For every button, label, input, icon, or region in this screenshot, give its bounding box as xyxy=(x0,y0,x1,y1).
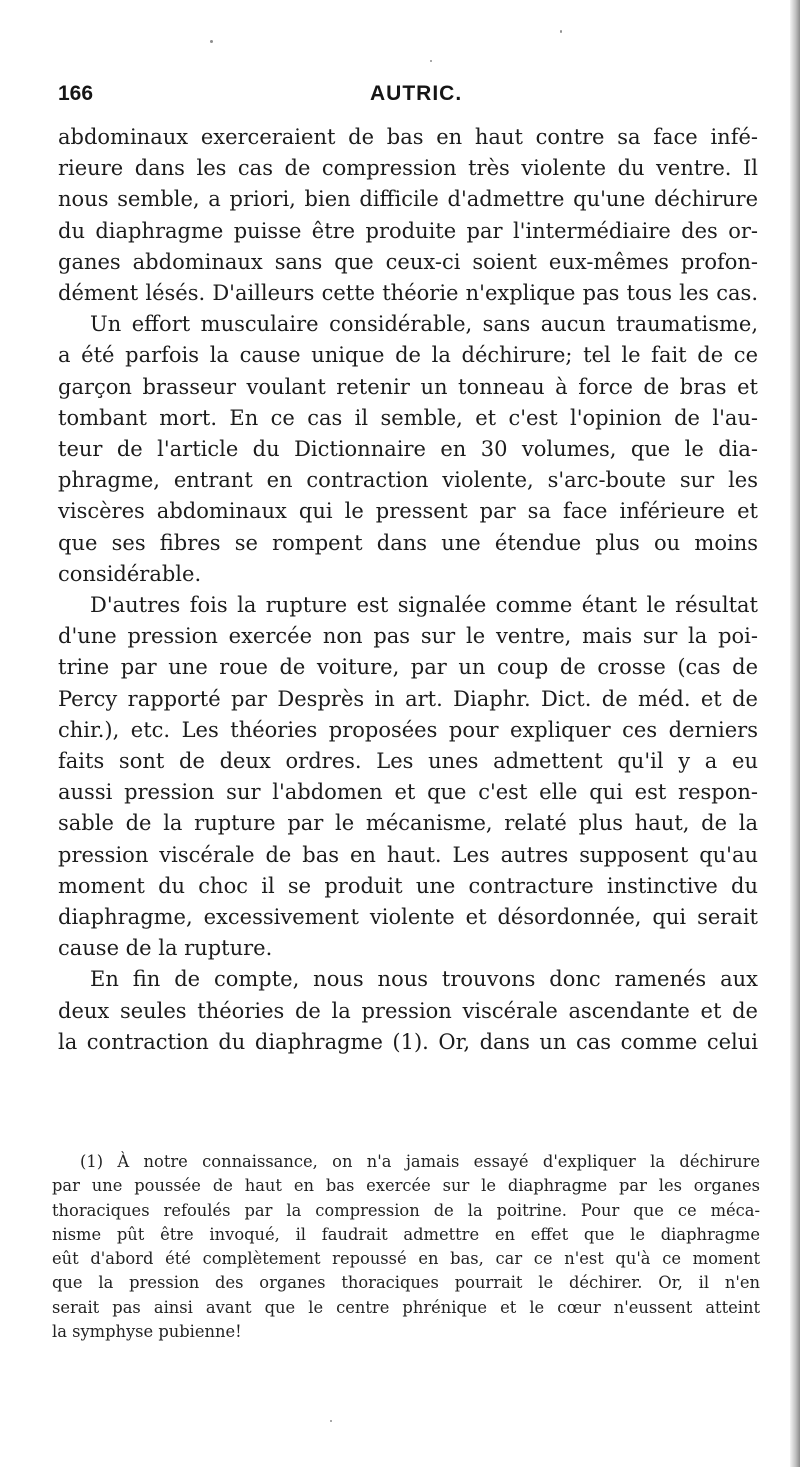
text-line: cause de la rupture. xyxy=(58,936,273,961)
page-edge-shadow xyxy=(790,0,800,1467)
footnote-line: nisme pût être invoqué, il faudrait admettre en effet que le diaphragme xyxy=(52,1224,760,1244)
text-line: sable de la rupture par le mécanisme, relaté plus haut, de la xyxy=(58,811,758,836)
text-line: phragme, entrant en contraction violente, s'arc-boute sur les xyxy=(58,468,758,493)
text-line: que ses fibres se rompent dans une étendue plus ou moins xyxy=(58,530,758,555)
page-header xyxy=(58,82,758,114)
body-text xyxy=(58,122,758,1058)
footnote-line: par une poussée de haut en bas exercée sur le diaphragme par les organes xyxy=(52,1176,760,1196)
text-line: abdominaux exerceraient de bas en haut contre sa face infé- xyxy=(58,125,758,149)
text-line: faits sont de deux ordres. Les unes admettent qu'il y a eu xyxy=(58,749,758,774)
footnote-line: thoraciques refoulés par la compression de la poitrine. Pour que ce méca- xyxy=(52,1200,760,1220)
text-line: garçon brasseur voulant retenir un tonneau à force de bras et xyxy=(58,374,758,399)
text-line: aussi pression sur l'abdomen et que c'est elle qui est respon- xyxy=(58,780,758,805)
text-line: rieure dans les cas de compression très violente du ventre. Il xyxy=(58,156,758,181)
text-line: la contraction du diaphragme (1). Or, dans un cas comme celui xyxy=(58,1029,758,1054)
paper-speck xyxy=(330,1420,332,1422)
text-line: moment du choc il se produit une contracture instinctive du xyxy=(58,873,758,898)
footnote-line: la symphyse pubienne! xyxy=(52,1322,242,1342)
text-line: chir.), etc. Les théories proposées pour expliquer ces derniers xyxy=(58,717,758,742)
text-line: ganes abdominaux sans que ceux-ci soient eux-mêmes profon- xyxy=(58,249,758,274)
text-line: du diaphragme puisse être produite par l'intermédiaire des or- xyxy=(58,218,758,243)
text-line: considérable. xyxy=(58,561,202,586)
text-line: nous semble, a priori, bien difficile d'admettre qu'une déchirure xyxy=(58,187,758,212)
footnote-line: (1) À notre connaissance, on n'a jamais essayé d'expliquer la déchirure xyxy=(80,1152,760,1171)
text-line: En fin de compte, nous nous trouvons donc ramenés aux xyxy=(90,967,758,992)
paper-speck xyxy=(560,30,562,33)
text-line: dément lésés. D'ailleurs cette théorie n'explique pas tous les cas. xyxy=(58,281,758,306)
running-title: AUTRIC. xyxy=(370,82,463,105)
paper-speck xyxy=(210,40,213,43)
text-line: trine par une roue de voiture, par un coup de crosse (cas de xyxy=(58,655,758,680)
page-number: 166 xyxy=(58,82,94,105)
footnote xyxy=(52,1150,760,1344)
footnote-line: eût d'abord été complètement repoussé en bas, car ce n'est qu'à ce moment xyxy=(52,1249,760,1269)
text-line: tombant mort. En ce cas il semble, et c'est l'opinion de l'au- xyxy=(58,405,758,430)
paper-speck xyxy=(430,60,432,62)
text-line: deux seules théories de la pression viscérale ascendante et de xyxy=(58,998,758,1023)
text-line: diaphragme, excessivement violente et désordonnée, qui serait xyxy=(58,905,758,930)
text-line: d'une pression exercée non pas sur le ventre, mais sur la poi- xyxy=(58,624,758,649)
text-line: teur de l'article du Dictionnaire en 30 volumes, que le dia- xyxy=(58,437,758,462)
text-line: Un effort musculaire considérable, sans aucun traumatisme, xyxy=(90,312,758,337)
text-line: viscères abdominaux qui le pressent par sa face inférieure et xyxy=(58,499,758,524)
text-line: pression viscérale de bas en haut. Les autres supposent qu'au xyxy=(58,842,758,867)
footnote-line: que la pression des organes thoraciques pourrait le déchirer. Or, il n'en xyxy=(52,1273,760,1293)
footnote-line: serait pas ainsi avant que le centre phrénique et le cœur n'eussent atteint xyxy=(52,1297,760,1317)
text-line: a été parfois la cause unique de la déchirure; tel le fait de ce xyxy=(58,343,758,368)
text-line: D'autres fois la rupture est signalée comme étant le résultat xyxy=(90,593,758,618)
text-line: Percy rapporté par Desprès in art. Diaphr. Dict. de méd. et de xyxy=(58,686,758,711)
